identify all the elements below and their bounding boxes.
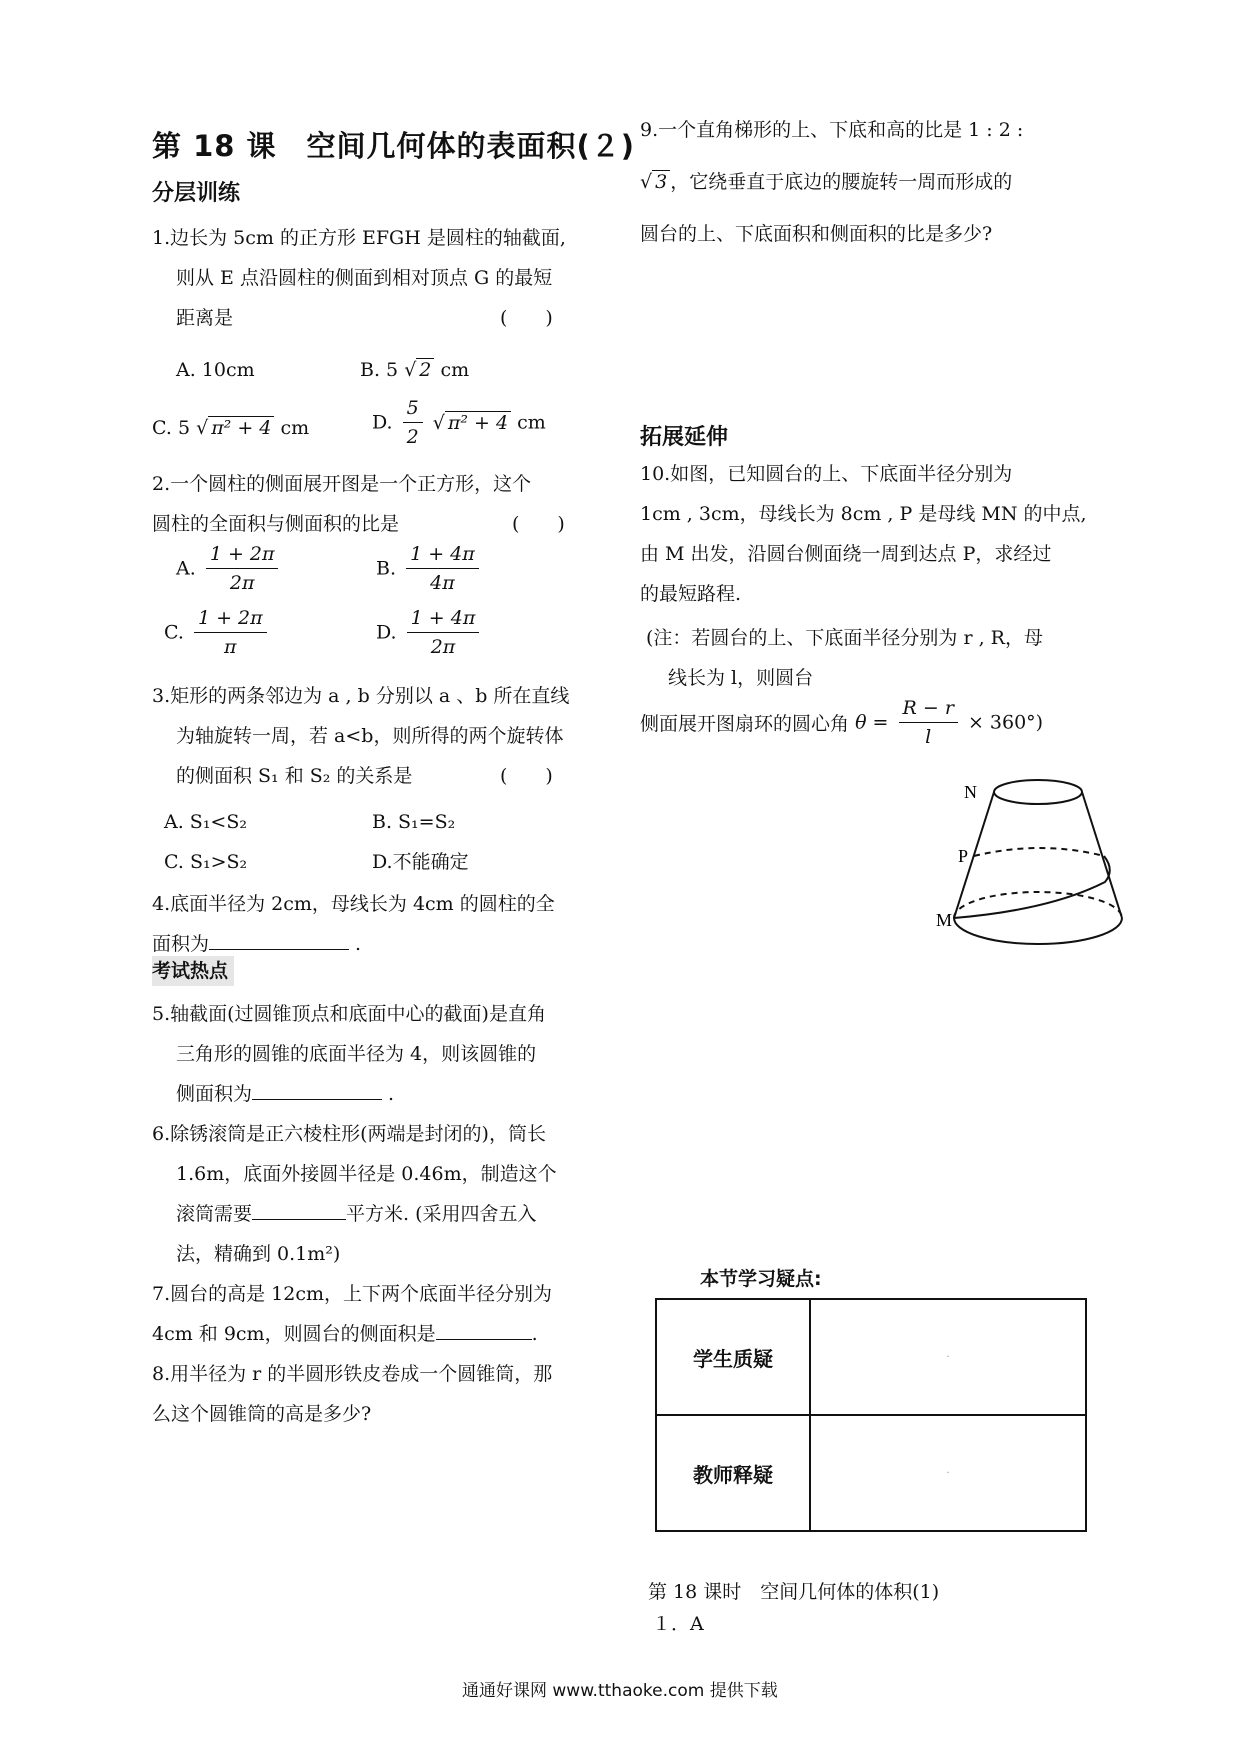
q7-line2 <box>152 1314 538 1354</box>
doubts-heading: 本节学习疑点: <box>700 1268 822 1290</box>
q10-note2: 线长为 l，则圆台 <box>668 667 814 689</box>
q1-option-c-pre: C. 5 <box>152 417 191 439</box>
fraction-numerator: 5 <box>403 394 423 423</box>
q10-note3 <box>640 694 1043 751</box>
q5-line2: 三角形的圆锥的底面半径为 4，则该圆锥的 <box>176 1043 537 1065</box>
q1-option-b-unit: cm <box>440 359 470 381</box>
frustum-figure <box>936 770 1140 950</box>
q10-note3-text: 侧面展开图扇环的圆心角 <box>640 713 850 735</box>
option-label: B. <box>376 557 397 580</box>
option-label: C. <box>164 621 184 644</box>
q4-answer-blank <box>209 929 349 950</box>
page-title: 第 18 课 空间几何体的表面积(２) <box>152 129 636 163</box>
answer-line1: １．A <box>652 1613 704 1635</box>
q2-option-c-fraction <box>194 604 267 661</box>
q4-line2-text: 面积为 <box>152 933 210 955</box>
q7-line1: 7.圆台的高是 12cm，上下两个底面半径分别为 <box>152 1283 553 1305</box>
shortest-path-hidden <box>974 848 1104 856</box>
q2-option-b <box>376 540 483 597</box>
q2-answer-paren: ( ) <box>512 513 565 535</box>
q1-option-d-unit: cm <box>517 411 546 434</box>
fraction-numerator: 1 + 2π <box>194 604 267 633</box>
q1-answer-paren: ( ) <box>500 307 553 329</box>
q7-line2-text: 4cm 和 9cm，则圆台的侧面积是 <box>152 1323 436 1345</box>
fraction-denominator: 4π <box>430 572 455 594</box>
q1-option-c-radicand: π² + 4 <box>208 416 274 439</box>
q1-line3: 距离是 <box>176 307 234 329</box>
q6-line3b: 平方米. (采用四舍五入 <box>346 1203 537 1225</box>
q2-option-c <box>164 604 271 661</box>
q1-line2: 则从 E 点沿圆柱的侧面到相对顶点 G 的最短 <box>176 267 553 289</box>
doubts-table <box>655 1298 1087 1532</box>
fraction-denominator: 2π <box>430 636 456 658</box>
label-m: M <box>936 910 953 930</box>
q7-end: . <box>531 1323 538 1345</box>
row-label-teacher: 教师释疑 <box>656 1415 810 1531</box>
q6-answer-blank <box>252 1199 346 1220</box>
sqrt-symbol: √ π² + 4 <box>433 412 511 434</box>
frustum-right-edge <box>1082 792 1122 918</box>
option-label: A. <box>176 557 196 580</box>
q6-line3 <box>176 1194 537 1234</box>
fraction-denominator: 2 <box>406 426 419 448</box>
q1-option-d-radicand: π² + 4 <box>445 411 511 434</box>
q3-option-a: A. S₁<S₂ <box>164 811 247 833</box>
q9-line2 <box>640 162 1012 202</box>
q5-line3-text: 侧面积为 <box>176 1083 253 1105</box>
q5-end: . <box>388 1083 395 1105</box>
q9-radicand: 3 <box>652 170 670 193</box>
q1-option-c <box>152 408 309 448</box>
q4-line1: 4.底面半径为 2cm，母线长为 4cm 的圆柱的全 <box>152 893 555 915</box>
q6-line1: 6.除锈滚筒是正六棱柱形(两端是封闭的)，筒长 <box>152 1123 546 1145</box>
q2-option-a <box>176 540 282 597</box>
q1-option-d-pre: D. <box>372 411 393 434</box>
fraction-denominator: 2π <box>229 572 255 594</box>
q2-line1: 2.一个圆柱的侧面展开图是一个正方形，这个 <box>152 473 532 495</box>
q10-line2: 1cm , 3cm，母线长为 8cm , P 是母线 MN 的中点, <box>640 503 1087 525</box>
q9-line2-text: ，它绕垂直于底边的腰旋转一周而形成的 <box>670 171 1013 193</box>
fraction-numerator: R − r <box>899 694 958 723</box>
fraction-denominator: l <box>925 726 932 748</box>
q2-option-a-fraction <box>206 540 279 597</box>
label-p: P <box>958 846 969 866</box>
footer: 通通好课网 www.tthaoke.com 提供下载 <box>462 1681 778 1701</box>
q10-angle-fraction <box>899 694 958 751</box>
q10-note-tail: × 360°) <box>967 711 1044 734</box>
q2-option-d <box>376 604 483 661</box>
q1-option-b-radicand: 2 <box>416 358 434 381</box>
q3-option-b: B. S₁=S₂ <box>372 811 456 833</box>
q9-line1: 9.一个直角梯形的上、下底和高的比是 1 : 2 : <box>640 119 1024 141</box>
q1-option-c-unit: cm <box>280 417 310 439</box>
table-row <box>656 1299 1086 1415</box>
q1-option-b-pre: B. 5 <box>360 359 399 381</box>
q8-line1: 8.用半径为 r 的半圆形铁皮卷成一个圆锥筒，那 <box>152 1363 553 1385</box>
q7-answer-blank <box>436 1319 532 1340</box>
q3-line1: 3.矩形的两条邻边为 a , b 分别以 a 、b 所在直线 <box>152 685 570 707</box>
q6-line2: 1.6m，底面外接圆半径是 0.46m，制造这个 <box>176 1163 557 1185</box>
answer-title: 第 18 课时 空间几何体的体积(1) <box>648 1581 940 1603</box>
q9-line3: 圆台的上、下底面积和侧面积的比是多少? <box>640 223 993 245</box>
sqrt-symbol: √ 3 <box>640 162 670 202</box>
row-label-student: 学生质疑 <box>656 1299 810 1415</box>
q2-line2: 圆柱的全面积与侧面积的比是 <box>152 513 400 535</box>
q1-line1: 1.边长为 5cm 的正方形 EFGH 是圆柱的轴截面, <box>152 227 566 249</box>
sqrt-symbol: √ 2 <box>404 350 434 390</box>
q1-option-b <box>360 350 469 390</box>
fraction-numerator: 1 + 2π <box>206 540 279 569</box>
q3-option-d: D.不能确定 <box>372 851 469 873</box>
q10-line1: 10.如图，已知圆台的上、下底面半径分别为 <box>640 463 1013 485</box>
q10-note1: (注：若圆台的上、下底面半径分别为 r , R，母 <box>646 627 1043 649</box>
q5-answer-blank <box>252 1079 382 1100</box>
q8-line2: 么这个圆锥筒的高是多少? <box>152 1403 372 1425</box>
fraction-denominator: π <box>224 636 237 658</box>
frustum-top-ellipse <box>994 780 1082 804</box>
fraction-numerator: 1 + 4π <box>406 540 479 569</box>
q2-option-b-fraction <box>406 540 479 597</box>
section-heading-extension: 拓展延伸 <box>640 425 729 450</box>
q3-answer-paren: ( ) <box>500 765 553 787</box>
q3-line2: 为轴旋转一周，若 a<b，则所得的两个旋转体 <box>176 725 564 747</box>
fraction-numerator: 1 + 4π <box>407 604 480 633</box>
teacher-answer-cell[interactable]: · <box>810 1415 1086 1531</box>
q10-theta: θ = <box>855 711 889 734</box>
option-label: D. <box>376 621 397 644</box>
q5-line1: 5.轴截面(过圆锥顶点和底面中心的截面)是直角 <box>152 1003 546 1025</box>
q6-line3a: 滚筒需要 <box>176 1203 253 1225</box>
shortest-path-visible <box>954 856 1110 918</box>
q5-line3 <box>176 1074 394 1114</box>
q3-line3: 的侧面积 S₁ 和 S₂ 的关系是 <box>176 765 413 787</box>
student-doubt-cell[interactable]: · <box>810 1299 1086 1415</box>
q2-option-d-fraction <box>407 604 480 661</box>
sqrt-symbol: √ π² + 4 <box>196 408 274 448</box>
q1-option-d <box>372 394 546 451</box>
table-row <box>656 1415 1086 1531</box>
q10-line4: 的最短路程. <box>640 583 742 605</box>
q4-end: . <box>355 933 362 955</box>
q1-option-a: A. 10cm <box>176 359 255 381</box>
frustum-bottom-front <box>954 918 1122 944</box>
q6-line4: 法，精确到 0.1m²) <box>176 1243 341 1265</box>
section-heading-exam: 考试热点 <box>152 956 234 986</box>
q1-option-d-fraction <box>403 394 423 451</box>
label-n: N <box>964 782 977 802</box>
q3-option-c: C. S₁>S₂ <box>164 851 248 873</box>
q10-line3: 由 M 出发，沿圆台侧面绕一周到达点 P，求经过 <box>640 543 1052 565</box>
section-heading-training: 分层训练 <box>152 181 241 206</box>
